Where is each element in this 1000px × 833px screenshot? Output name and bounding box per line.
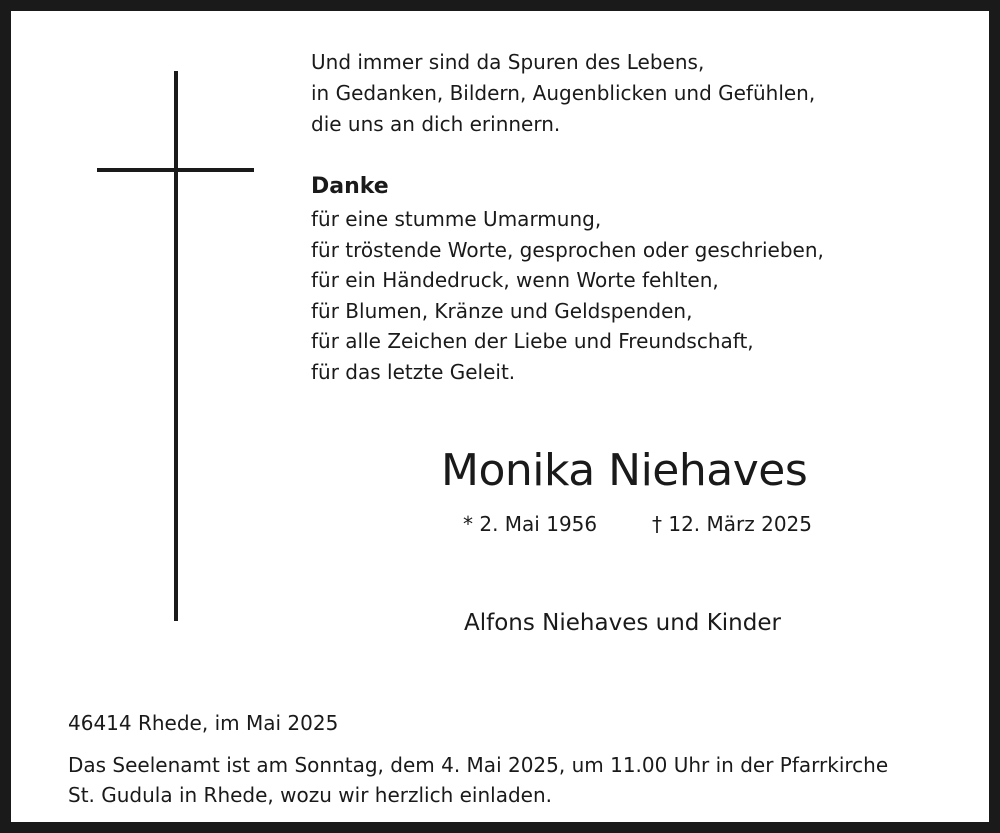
deceased-name: Monika Niehaves [441, 445, 808, 496]
poem-line: in Gedanken, Bildern, Augenblicken und Gefühlen, [311, 81, 816, 105]
bereaved-family: Alfons Niehaves und Kinder [464, 610, 781, 636]
poem-verse [311, 47, 815, 140]
service-line: St. Gudula in Rhede, wozu wir herzlich einladen. [68, 783, 552, 807]
thanks-line: für tröstende Worte, gesprochen oder geschrieben, [311, 237, 824, 262]
death-date: † 12. März 2025 [652, 512, 813, 536]
thanks-title: Danke [311, 174, 389, 199]
cross-horizontal-beam [97, 168, 254, 172]
poem-line: die uns an dich erinnern. [311, 112, 561, 136]
service-line: Das Seelenamt ist am Sonntag, dem 4. Mai 2025, um 11.00 Uhr in der Pfarrkirche [68, 753, 889, 777]
thanks-line: für alle Zeichen der Liebe und Freundschaft, [311, 329, 754, 354]
poem-line: Und immer sind da Spuren des Lebens, [311, 50, 705, 74]
cross-vertical-beam [174, 71, 178, 621]
birth-date: * 2. Mai 1956 [463, 512, 598, 536]
place-and-date: 46414 Rhede, im Mai 2025 [68, 711, 339, 735]
thanks-line: für das letzte Geleit. [311, 359, 516, 384]
thanks-line: für ein Händedruck, wenn Worte fehlten, [311, 268, 719, 293]
thanks-line: für Blumen, Kränze und Geldspenden, [311, 298, 693, 323]
service-announcement [68, 750, 888, 810]
thanks-line: für eine stumme Umarmung, [311, 207, 602, 231]
thanks-section [311, 170, 824, 388]
